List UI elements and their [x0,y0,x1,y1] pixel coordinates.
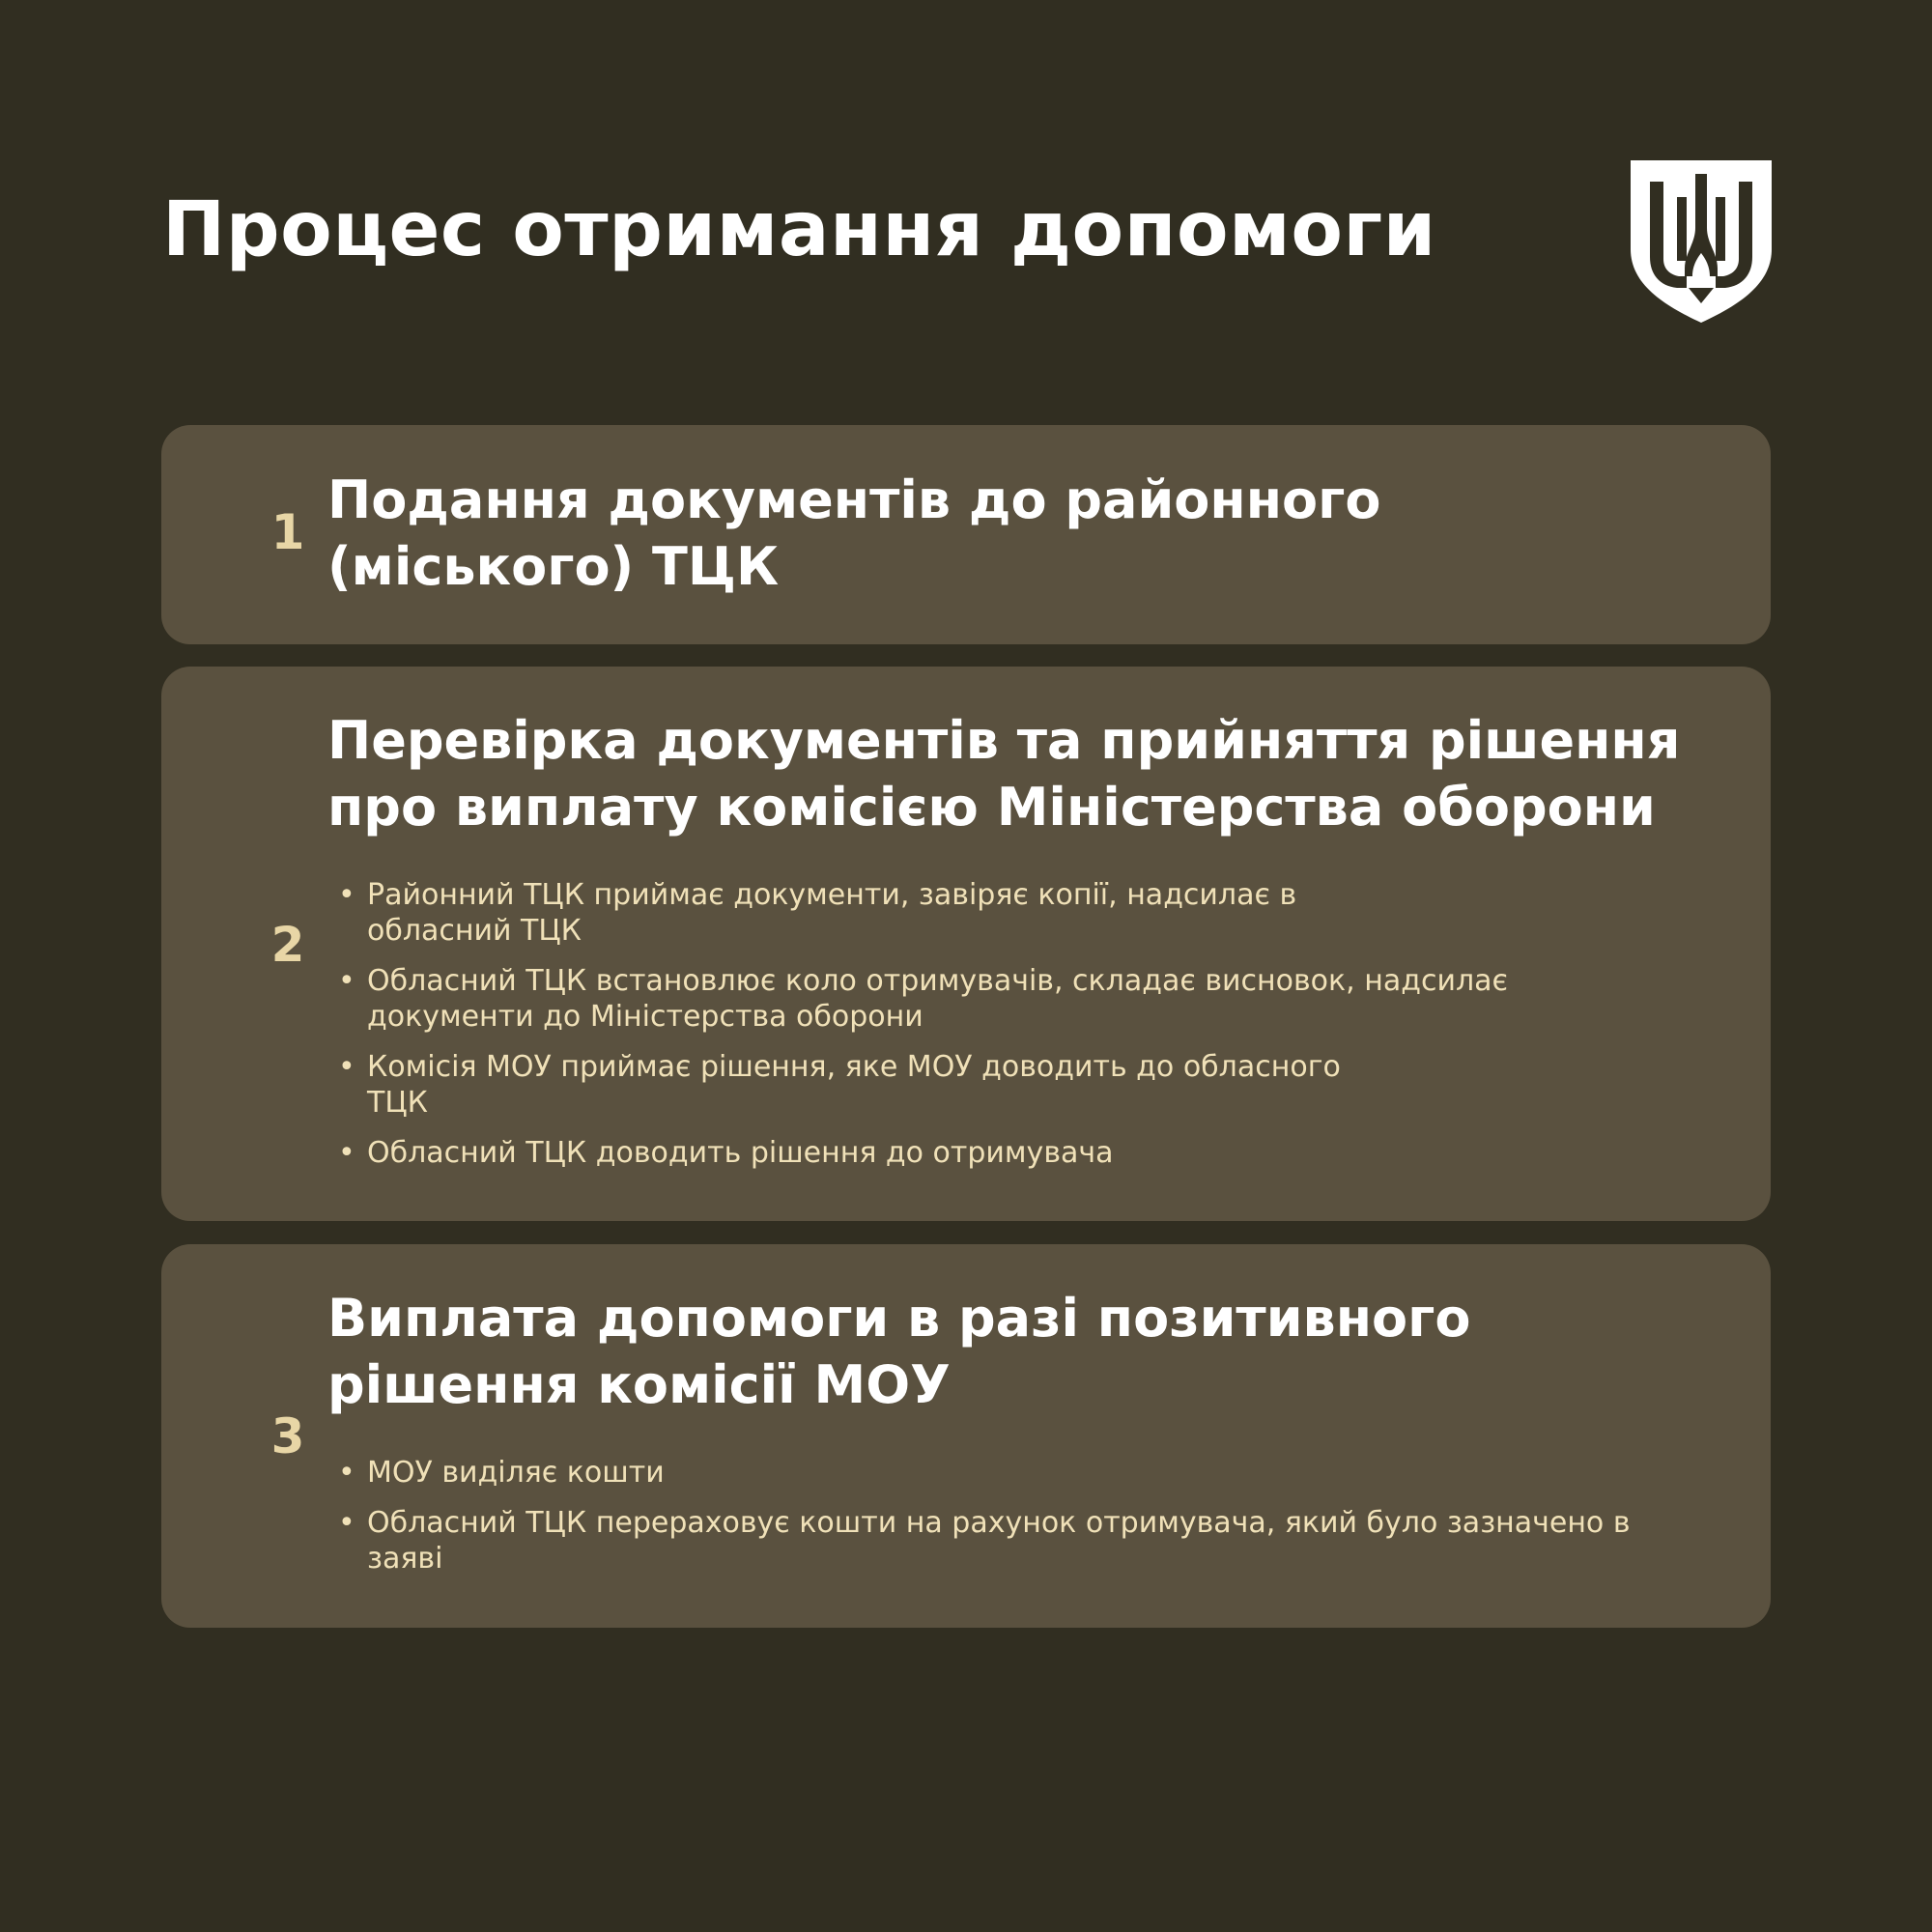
bullet-icon: • [338,1506,355,1540]
bullet-list [338,877,1713,1185]
list-item: • Районний ТЦК приймає документи, завіряє копії, надсилає в обласний ТЦК [338,878,1297,948]
step-card-2 [161,667,1771,1221]
step-title: Виплата допомоги в разі позитивного рішення комісії МОУ [327,1288,1471,1415]
step-card-1 [161,425,1771,644]
bullet-icon: • [338,1456,355,1490]
list-item: • Обласний ТЦК доводить рішення до отримувача [338,1136,1114,1170]
trident-shield-icon [1631,160,1772,323]
list-item: • Обласний ТЦК перераховує кошти на рахунок отримувача, який було зазначено в заяві [338,1506,1631,1576]
step-card-3 [161,1244,1771,1628]
bullet-icon: • [338,964,355,998]
bullet-icon: • [338,1050,355,1084]
step-title: Перевірка документів та прийняття рішення про виплату комісією Міністерства оборони [327,710,1681,838]
step-number: 2 [270,917,305,973]
list-item: • Обласний ТЦК встановлює коло отримувачів, складає висновок, надсилає документи до Міністерства оборони [338,964,1508,1034]
bullet-icon: • [338,1136,355,1170]
bullet-list [338,1455,1713,1591]
page-title: Процес отримання допомоги [162,186,1436,273]
list-item: • Комісія МОУ приймає рішення, яке МОУ доводить до обласного ТЦК [338,1050,1341,1120]
step-title: Подання документів до районного (міського) ТЦК [327,469,1381,597]
bullet-icon: • [338,878,355,912]
step-number: 1 [270,504,305,560]
list-item: • МОУ виділяє кошти [338,1456,665,1490]
step-number: 3 [270,1408,305,1464]
